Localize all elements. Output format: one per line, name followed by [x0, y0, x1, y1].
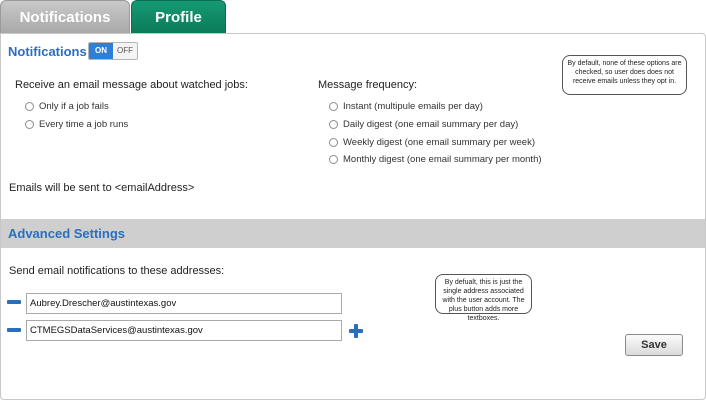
- radio-button[interactable]: [25, 102, 34, 111]
- radio-every-time[interactable]: [25, 117, 128, 131]
- email-address-field[interactable]: [26, 293, 342, 314]
- radio-weekly[interactable]: [329, 135, 535, 149]
- radio-label: Every time a job runs: [39, 118, 129, 130]
- radio-only-if-fails[interactable]: [25, 99, 109, 113]
- notifications-panel: [0, 33, 706, 400]
- notifications-title: Notifications: [8, 44, 87, 59]
- radio-button[interactable]: [329, 138, 338, 147]
- radio-button[interactable]: [25, 120, 34, 129]
- add-address-icon[interactable]: [349, 324, 363, 338]
- watched-jobs-label: Receive an email message about watched jobs:: [15, 79, 248, 91]
- radio-button[interactable]: [329, 120, 338, 129]
- radio-label: Weekly digest (one email summary per week): [343, 136, 536, 148]
- emails-sent-to-text: Emails will be sent to <emailAddress>: [9, 182, 195, 194]
- advanced-settings-header: [1, 219, 705, 248]
- toggle-on[interactable]: ON: [89, 43, 113, 59]
- default-address-note: By defualt, this is just the single address associated with the user account. The plus button adds more textboxes.: [435, 274, 532, 314]
- advanced-settings-title: Advanced Settings: [8, 226, 126, 241]
- tab-profile[interactable]: Profile: [131, 0, 226, 34]
- radio-label: Instant (multipule emails per day): [343, 100, 483, 112]
- addresses-label: Send email notifications to these addresses:: [9, 265, 225, 277]
- radio-monthly[interactable]: [329, 152, 542, 166]
- email-address-field[interactable]: [26, 320, 342, 341]
- radio-button[interactable]: [329, 155, 338, 164]
- radio-label: Daily digest (one email summary per day): [343, 118, 519, 130]
- radio-label: Only if a job fails: [39, 100, 109, 112]
- toggle-off[interactable]: OFF: [113, 43, 137, 59]
- tab-bar: [0, 0, 706, 34]
- save-button[interactable]: Save: [625, 334, 683, 356]
- remove-address-icon[interactable]: [7, 328, 21, 332]
- radio-instant[interactable]: [329, 99, 483, 113]
- radio-button[interactable]: [329, 102, 338, 111]
- remove-address-icon[interactable]: [7, 300, 21, 304]
- default-options-note: By default, none of these options are checked, so user does does not receive emails unless they opt in.: [562, 55, 687, 95]
- frequency-label: Message frequency:: [318, 79, 418, 91]
- tab-notifications[interactable]: Notifications: [0, 0, 130, 34]
- radio-daily[interactable]: [329, 117, 518, 131]
- radio-label: Monthly digest (one email summary per month): [343, 153, 542, 165]
- notifications-toggle[interactable]: [88, 42, 138, 60]
